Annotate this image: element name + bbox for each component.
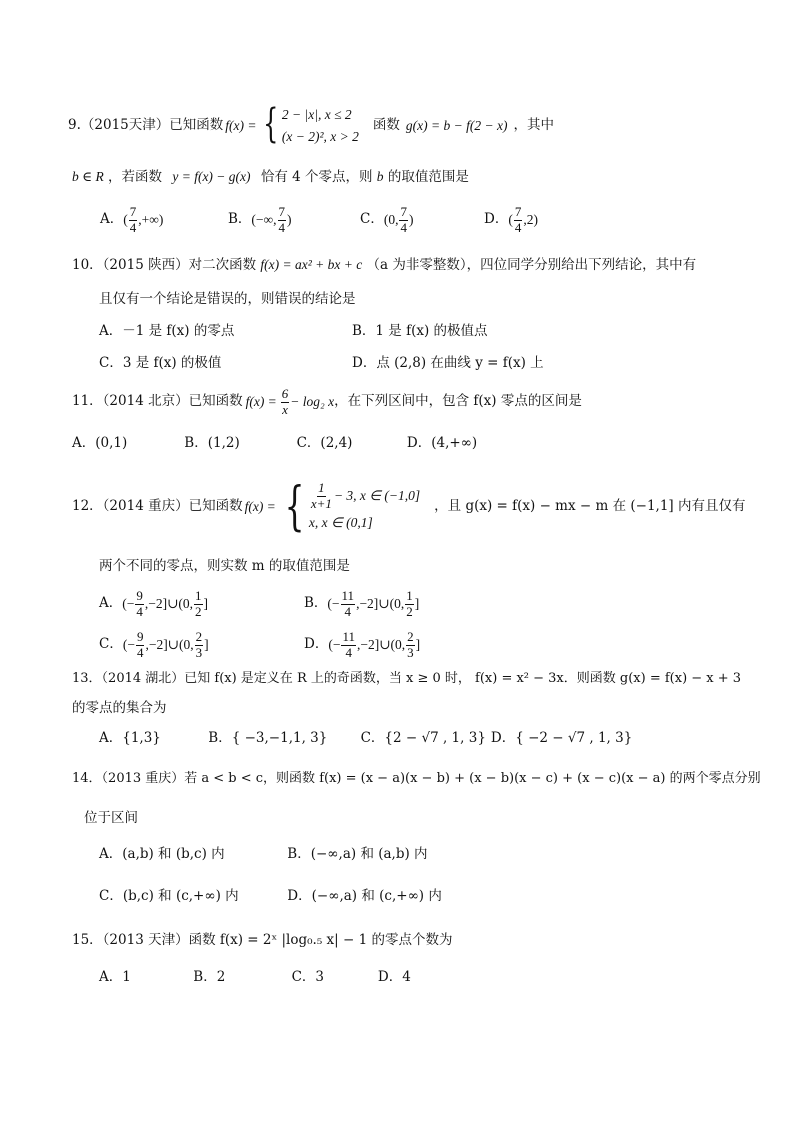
option-pre: (− [122,596,135,612]
q9-option-c[interactable] [360,205,484,236]
q11-line1 [72,384,582,420]
fraction: $\frac{7}{4}$ [278,203,286,235]
q9-y: y = f(x) − g(x) [172,169,251,184]
option-pre: (−∞, [251,212,277,228]
q9-b: b [376,169,384,184]
q9-text4: ，若函数 [108,169,163,185]
option-pre: (− [122,637,135,653]
option-post: ] [204,637,209,653]
q12-line1 [72,478,745,536]
q12-options-row2 [99,627,420,663]
fraction: $\frac{11}{4}$ [342,628,355,660]
q15-option-c[interactable]: C．3 [291,969,325,985]
option-post: ) [408,212,414,228]
q9-option-d[interactable] [484,205,538,236]
option-post: ,+∞) [138,212,164,228]
q15-line1: 15．（2013 天津）函数 f(x) = 2ˣ |log₀.₅ x| − 1 的零点个数为 [72,932,453,948]
q15-option-a[interactable]: A．1 [99,969,131,985]
q12-option-d[interactable] [304,630,420,661]
q9-case1: 2 − |x|, x ≤ 2 [281,107,352,123]
fraction: $\frac{1}{2}$ [195,587,202,619]
q12-text2: ，且 g(x) = f(x) − mx − m 在 (−1,1] 内有且仅有 [434,498,746,515]
q9-source: （2015天津） [80,117,170,134]
q10-line1 [72,258,696,273]
q9-b-in-r: b ∈ R [72,169,104,184]
q9-options [100,202,538,238]
fraction: $\frac{2}{3}$ [195,628,203,660]
q14-option-b[interactable]: B．(−∞,a) 和 (a,b) 内 [287,846,428,862]
option-post: ] [203,596,209,612]
q12-options-row1 [99,586,419,622]
q9-text5: 恰有 4 个零点，则 [260,169,373,185]
q14-option-d[interactable]: D．(−∞,a) 和 (c,+∞) 内 [287,888,442,904]
q9-text2: 函数 [372,117,400,134]
fraction: $\frac{2}{3}$ [407,628,414,660]
q11-option-b[interactable]: B．(1,2) [184,435,240,451]
option-post: ] [415,637,421,653]
q13-line2: 的零点的集合为 [72,700,167,716]
option-label: B． [228,211,252,228]
q11-text2: ，在下列区间中，包含 f(x) 零点的区间是 [334,393,582,410]
q13-line1: 13．（2014 湖北）已知 f(x) 是定义在 R 上的奇函数，当 x ≥ 0 时， f(x) = x² − 3x．则函数 g(x) = f(x) − x + 3 [72,671,742,686]
q14-option-a[interactable]: A．(a,b) 和 (b,c) 内 [99,846,225,862]
q14-options-row2 [99,890,442,904]
fraction: $\frac{7}{4}$ [400,203,407,235]
fraction: $\frac{11}{4}$ [341,587,355,619]
fraction: $\frac{9}{4}$ [136,628,144,660]
option-label: A． [99,595,123,612]
option-mid: ,−2]∪(0, [356,637,406,653]
option-mid: ,−2]∪(0, [144,596,194,612]
q10-option-b[interactable]: B．1 是 f(x) 的极值点 [352,323,488,339]
q9-option-a[interactable] [100,205,228,236]
q9-line2 [72,170,469,185]
q13-option-c[interactable]: C．{2 − √7 , 1, 3} [360,730,486,746]
option-label: C． [99,636,123,653]
q12-option-b[interactable] [304,589,419,620]
option-post: ] [414,596,420,612]
fraction: $\frac{7}{4}$ [129,203,137,235]
q11-option-a[interactable]: A．(0,1) [72,435,128,451]
q15-option-d[interactable]: D．4 [377,969,411,985]
q10-option-a[interactable]: A．－1 是 f(x) 的零点 [99,323,235,339]
q12-brace: { [284,476,305,537]
q9-text3: ，其中 [513,117,554,134]
q11-text: 11．（2014 北京）已知函数 [72,393,243,410]
q9-case2: (x − 2)², x > 2 [281,129,359,144]
q14-line2: 位于区间 [84,810,138,826]
q13-option-b[interactable]: B．{ −3,−1,1, 3} [208,730,328,746]
q11-f: f(x) = [245,394,277,410]
option-mid: ,−2]∪(0, [356,596,405,612]
option-label: D． [304,636,329,653]
option-pre: ( [508,212,513,228]
q13-option-d[interactable]: D．{ −2 − √7 , 1, 3} [490,730,633,746]
q15-options [99,971,411,985]
q12-case1: − 3, x ∈ (−1,0] [333,488,421,504]
q11-fraction: $\frac{6}{x}$ [281,385,289,417]
q9-piecewise [258,101,359,148]
option-label: A． [100,211,124,228]
q9-line1 [68,101,554,148]
q13-option-a[interactable]: A．{1,3} [99,730,161,746]
q9-f: f(x) = [225,118,257,134]
q12-piecewise [278,476,421,537]
q9-brace: { [263,101,279,148]
q10-text: 10．（2015 陕西）对二次函数 [72,257,257,273]
option-pre: (− [328,637,341,653]
q12-text: 12．（2014 重庆）已知函数 [72,498,243,515]
option-label: B． [304,595,328,612]
q12-case2: x, x ∈ (0,1] [308,514,373,530]
q9-text6: 的取值范围是 [387,169,469,185]
q14-line1: 14．（2013 重庆）若 a < b < c，则函数 f(x) = (x − a)(x − b) + (x − b)(x − c) + (x − c)(x − a) 的两个零点分别 [72,771,761,786]
q12-fraction: $\frac{1}{x+1}$ [310,479,332,511]
q10-option-c[interactable]: C．3 是 f(x) 的极值 [99,355,222,371]
option-pre: (0, [383,212,399,228]
q14-option-c[interactable]: C．(b,c) 和 (c,+∞) 内 [99,888,239,904]
fraction: $\frac{7}{4}$ [514,203,522,235]
option-mid: ,−2]∪(0, [145,637,194,653]
q15-option-b[interactable]: B．2 [193,969,226,985]
q14-options-row1 [99,848,428,862]
q12-f: f(x) = [244,499,276,515]
q11-option-c[interactable]: C．(2,4) [296,435,353,451]
q11-log: − log₂ x [290,394,335,410]
option-label: C． [360,211,384,228]
option-pre: ( [123,212,128,228]
q12-option-a[interactable] [99,589,304,620]
q9-text: 已知函数 [169,117,224,134]
fraction: $\frac{1}{2}$ [406,587,413,619]
q11-option-d[interactable]: D．(4,+∞) [406,435,478,451]
option-pre: (− [327,596,340,612]
q9-number: 9. [68,117,81,134]
option-post: ) [287,212,292,228]
q13-options [99,732,632,746]
q10-text2: （a 为非零整数），四位同学分别给出下列结论，其中有 [366,257,697,273]
q9-option-b[interactable] [228,205,360,236]
q10-option-d[interactable]: D．点 (2,8) 在曲线 y = f(x) 上 [352,355,544,371]
q11-options [72,437,477,451]
q9-g: g(x) = b − f(2 − x) [405,118,508,134]
q10-f: f(x) = ax² + bx + c [260,257,363,272]
option-post: ,2) [523,212,538,228]
q12-line2: 两个不同的零点，则实数 m 的取值范围是 [99,558,350,574]
q12-option-c[interactable] [99,630,304,661]
option-label: D． [484,211,509,228]
fraction: $\frac{9}{4}$ [136,587,143,619]
q10-line2: 且仅有一个结论是错误的，则错误的结论是 [99,291,356,307]
